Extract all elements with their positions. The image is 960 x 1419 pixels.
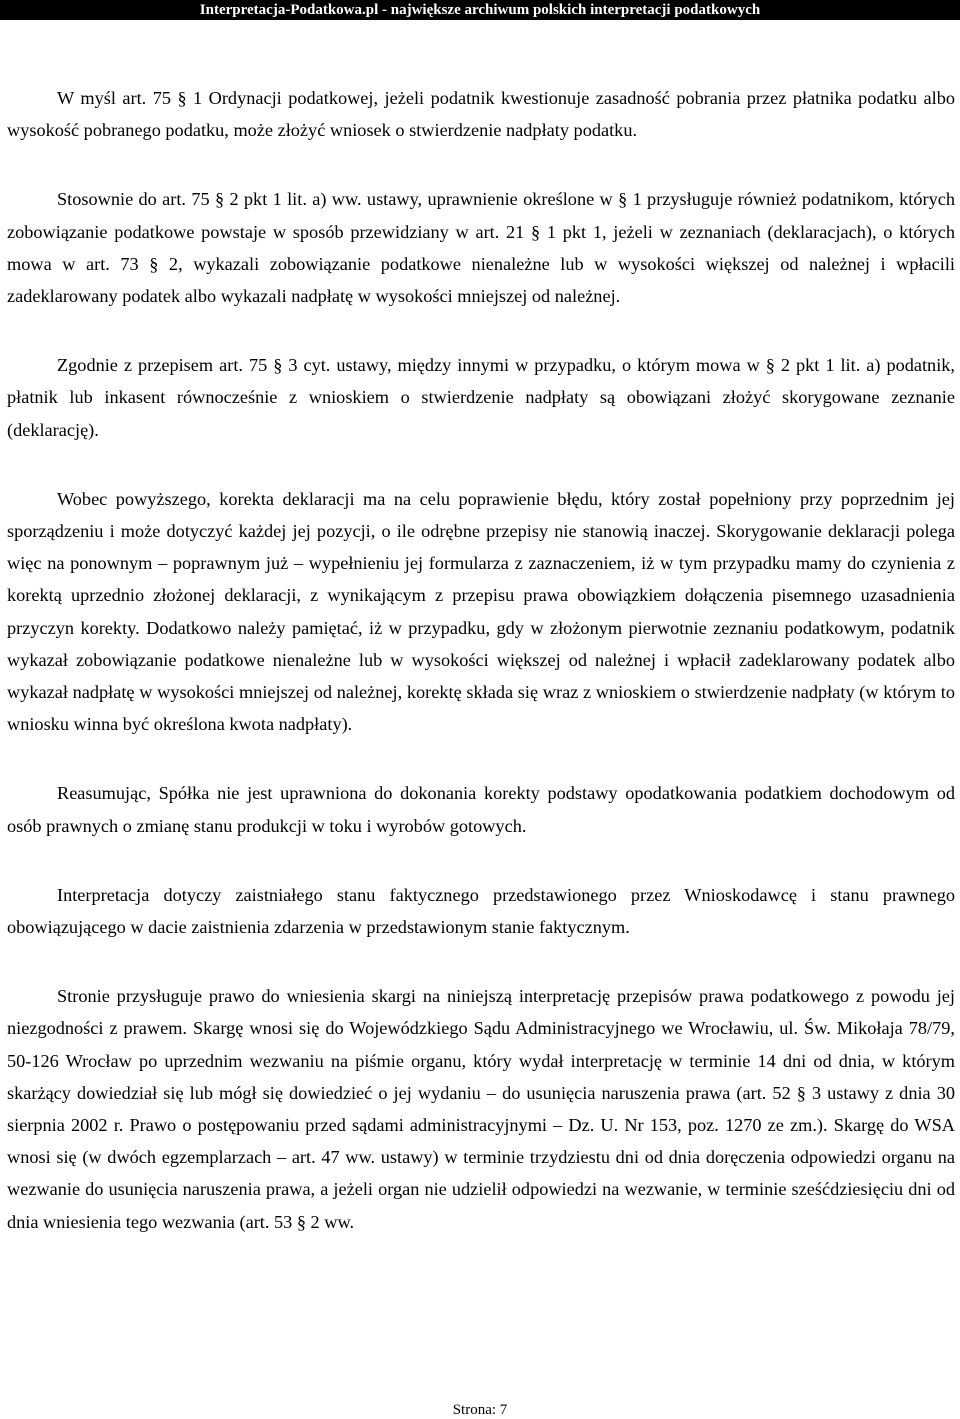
paragraph-skarga: Stronie przysługuje prawo do wniesienia skargi na niniejszą interpretację przepisów prawa podatkowego z powodu jej niezgodności z prawem. Skargę wnosi się do Wojewódzkiego Sądu Administracyjnego we Wrocławiu, ul. Św. Mikołaja 78/79, 50-126 Wrocław po uprzednim wezwaniu na piśmie organu, który wydał interpretację w terminie 14 dni od dnia, w którym skarżący dowiedział się lub mógł się dowiedzieć o jej wydaniu – do usunięcia naruszenia prawa (art. 52 § 3 ustawy z dnia 30 sierpnia 2002 r. Prawo o postępowaniu przed sądami administracyjnymi – Dz. U. Nr 153, poz. 1270 ze zm.). Skargę do WSA wnosi się (w dwóch egzemplarzach – art. 47 ww. ustawy) w terminie trzydziestu dni od dnia doręczenia odpowiedzi organu na wezwanie do usunięcia naruszenia prawa, a jeżeli organ nie udzielił odpowiedzi na wezwanie, w terminie sześćdziesięciu dni od dnia wniesienia tego wezwania (art. 53 § 2 ww. — [7, 986, 955, 1232]
paragraph-art75-1: W myśl art. 75 § 1 Ordynacji podatkowej, jeżeli podatnik kwestionuje zasadność pobrania przez płatnika podatku albo wysokość pobranego podatku, może złożyć wniosek o stwierdzenie nadpłaty podatku. — [7, 88, 955, 141]
paragraph-korekta: Wobec powyższego, korekta deklaracji ma na celu poprawienie błędu, który został popełniony przy poprzednim jej sporządzeniu i może dotyczyć każdej jej pozycji, o ile odrębne przepisy nie stanowią inaczej. Skorygowanie deklaracji polega więc na ponownym – poprawnym już – wypełnieniu jej formularza z zaznaczeniem, iż w tym przypadku mamy do czynienia z korektą uprzednio złożonej deklaracji, z wynikającym z przepisu prawa obowiązkiem dołączenia pisemnego uzasadnienia przyczyn korekty. Dodatkowo należy pamiętać, iż w przypadku, gdy w złożonym pierwotnie zeznaniu podatkowym, podatnik wykazał zobowiązanie podatkowe nienależne lub w wysokości większej od należnej i wpłacił zadeklarowany podatek albo wykazał nadpłatę w wysokości mniejszej od należnej, korektę składa się wraz z wnioskiem o stwierdzenie nadpłaty (w którym to wniosku winna być określona kwota nadpłaty). — [7, 488, 955, 735]
paragraph-art75-2: Stosownie do art. 75 § 2 pkt 1 lit. a) ww. ustawy, uprawnienie określone w § 1 przysługuje również podatnikom, których zobowiązanie podatkowe powstaje w sposób przewidziany w art. 21 § 1 pkt 1, jeżeli w zeznaniach (deklaracjach), o których mowa w art. 73 § 2, wykazali zobowiązanie podatkowe nienależne lub w wysokości większej od należnej i wpłacili zadeklarowany podatek albo wykazali nadpłatę w wysokości mniejszej od należnej. — [7, 189, 955, 307]
site-header-banner: Interpretacja-Podatkowa.pl - największe archiwum polskich interpretacji podatkowych — [0, 0, 960, 20]
paragraph-interpretacja: Interpretacja dotyczy zaistniałego stanu faktycznego przedstawionego przez Wnioskodawcę i stanu prawnego obowiązującego w dacie zaistnienia zdarzenia w przedstawionym stanie faktycznym. — [7, 884, 955, 938]
document-body — [7, 82, 955, 1238]
paragraph-art75-3: Zgodnie z przepisem art. 75 § 3 cyt. ustawy, między innymi w przypadku, o którym mowa w § 2 pkt 1 lit. a) podatnik, płatnik lub inkasent równocześnie z wnioskiem o stwierdzenie nadpłaty są obowiązani złożyć skorygowane zeznanie (deklarację). — [7, 355, 955, 440]
page-number: Strona: 7 — [452, 1402, 508, 1418]
paragraph-reasumujac: Reasumując, Spółka nie jest uprawniona do dokonania korekty podstawy opodatkowania podatkiem dochodowym od osób prawnych o zmianę stanu produkcji w toku i wyrobów gotowych. — [7, 783, 955, 836]
